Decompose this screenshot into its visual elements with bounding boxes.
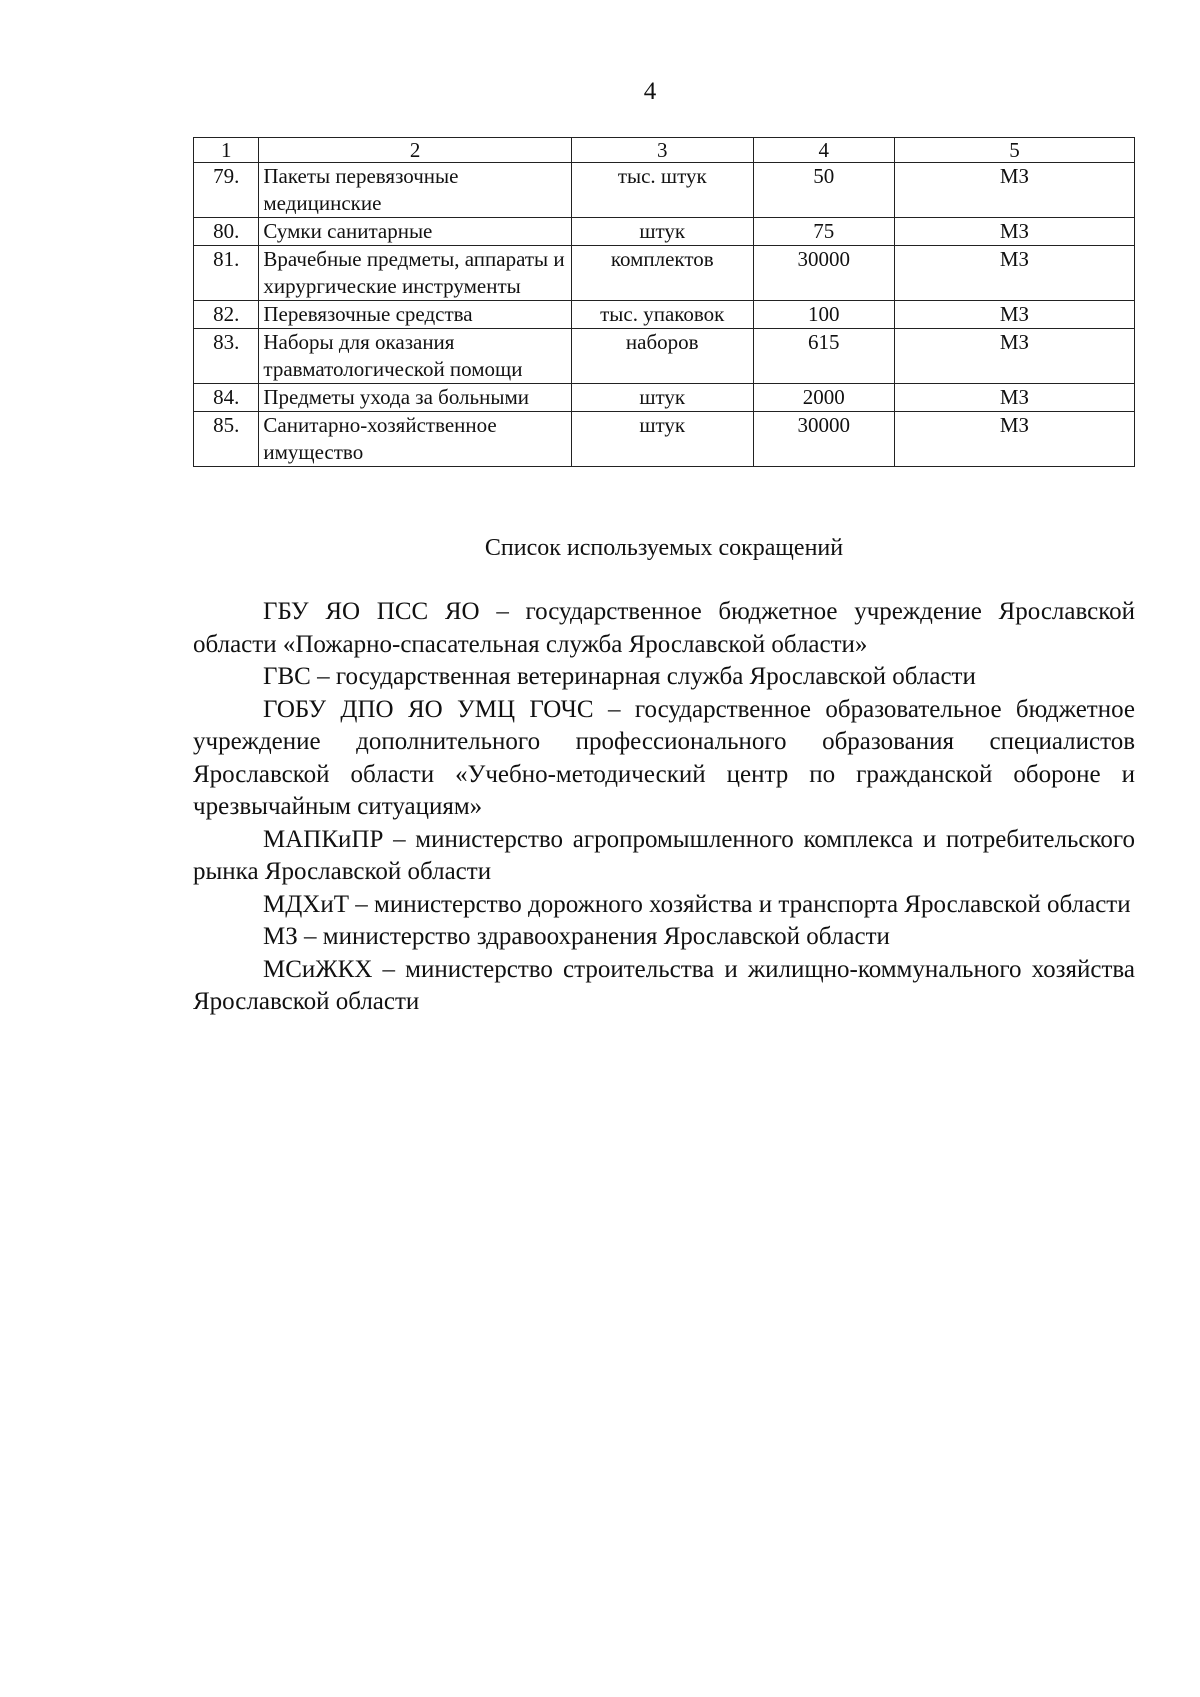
row-unit: штук: [571, 218, 753, 246]
row-quantity: 75: [753, 218, 894, 246]
table-row: [194, 301, 1135, 329]
abbreviation-definition: – государственное бюджетное учреждение Ярославской области «Пожарно-спасательная служба Ярославской области»: [193, 598, 1135, 658]
abbreviations-list: [193, 596, 1135, 1019]
table-header-row: [194, 138, 1135, 163]
abbreviation-term: ГВС: [263, 663, 311, 690]
abbreviation-item: [193, 661, 1135, 694]
abbreviation-definition: – министерство строительства и жилищно-коммунального хозяйства Ярославской области: [193, 955, 1135, 1015]
row-quantity: 615: [753, 329, 894, 384]
row-quantity: 30000: [753, 246, 894, 301]
table-header-cell: 2: [259, 138, 572, 163]
table-row: [194, 246, 1135, 301]
abbreviation-item: [193, 954, 1135, 1019]
abbreviation-definition: – министерство дорожного хозяйства и транспорта Ярославской области: [349, 890, 1131, 918]
row-item-name: Предметы ухода за больными: [259, 384, 572, 412]
abbreviation-item: [193, 694, 1135, 824]
table-header-cell: 5: [894, 138, 1134, 163]
items-table: [193, 137, 1135, 467]
abbreviation-definition: – министерство здравоохранения Ярославской области: [297, 923, 890, 950]
row-item-name: Перевязочные средства: [259, 301, 572, 329]
table-row: [194, 412, 1135, 467]
row-unit: тыс. упаковок: [571, 301, 753, 329]
table-header-cell: 3: [571, 138, 753, 163]
row-quantity: 30000: [753, 412, 894, 467]
row-number: 85.: [194, 412, 259, 467]
abbreviation-term: МАПКиПР: [263, 825, 384, 853]
row-responsible: МЗ: [894, 412, 1134, 467]
row-responsible: МЗ: [894, 218, 1134, 246]
row-item-name: Врачебные предметы, аппараты и хирургические инструменты: [259, 246, 572, 301]
row-responsible: МЗ: [894, 163, 1134, 218]
abbreviations-title: Список используемых сокращений: [484, 535, 844, 561]
row-responsible: МЗ: [894, 301, 1134, 329]
row-quantity: 50: [753, 163, 894, 218]
row-number: 83.: [194, 329, 259, 384]
row-unit: штук: [571, 384, 753, 412]
abbreviation-term: МСиЖКХ: [263, 955, 373, 983]
abbreviation-item: [193, 889, 1135, 922]
table-row: [194, 329, 1135, 384]
abbreviation-term: МЗ: [263, 923, 298, 950]
abbreviation-term: МДХиТ: [263, 890, 349, 918]
row-unit: тыс. штук: [571, 163, 753, 218]
row-unit: штук: [571, 412, 753, 467]
row-number: 82.: [194, 301, 259, 329]
abbreviation-definition: – государственное образовательное бюджетное учреждение дополнительного профессионального образования специалистов Ярославской области «Учебно-методический центр по гражданской обороне и чрезвычайным ситуациям»: [193, 695, 1135, 820]
row-item-name: Санитарно-хозяйственное имущество: [259, 412, 572, 467]
table-row: [194, 163, 1135, 218]
row-responsible: МЗ: [894, 329, 1134, 384]
row-quantity: 100: [753, 301, 894, 329]
abbreviation-term: ГБУ ЯО ПСС ЯО: [263, 598, 480, 625]
row-responsible: МЗ: [894, 246, 1134, 301]
table-row: [194, 218, 1135, 246]
row-number: 84.: [194, 384, 259, 412]
abbreviation-term: ГОБУ ДПО ЯО УМЦ ГОЧС: [263, 695, 594, 723]
row-quantity: 2000: [753, 384, 894, 412]
row-responsible: МЗ: [894, 384, 1134, 412]
table-row: [194, 384, 1135, 412]
row-number: 79.: [194, 163, 259, 218]
table-header-cell: 1: [194, 138, 259, 163]
abbreviation-item: [193, 824, 1135, 889]
row-unit: наборов: [571, 329, 753, 384]
row-item-name: Сумки санитарные: [259, 218, 572, 246]
table-header-cell: 4: [753, 138, 894, 163]
row-unit: комплектов: [571, 246, 753, 301]
row-item-name: Наборы для оказания травматологической помощи: [259, 329, 572, 384]
row-number: 80.: [194, 218, 259, 246]
abbreviation-item: [193, 921, 1135, 954]
page-number: 4: [643, 78, 657, 105]
abbreviation-definition: – государственная ветеринарная служба Ярославской области: [310, 663, 976, 690]
abbreviation-item: [193, 596, 1135, 661]
row-item-name: Пакеты перевязочные медицинские: [259, 163, 572, 218]
row-number: 81.: [194, 246, 259, 301]
abbreviation-definition: – министерство агропромышленного комплекса и потребительского рынка Ярославской области: [193, 825, 1135, 885]
